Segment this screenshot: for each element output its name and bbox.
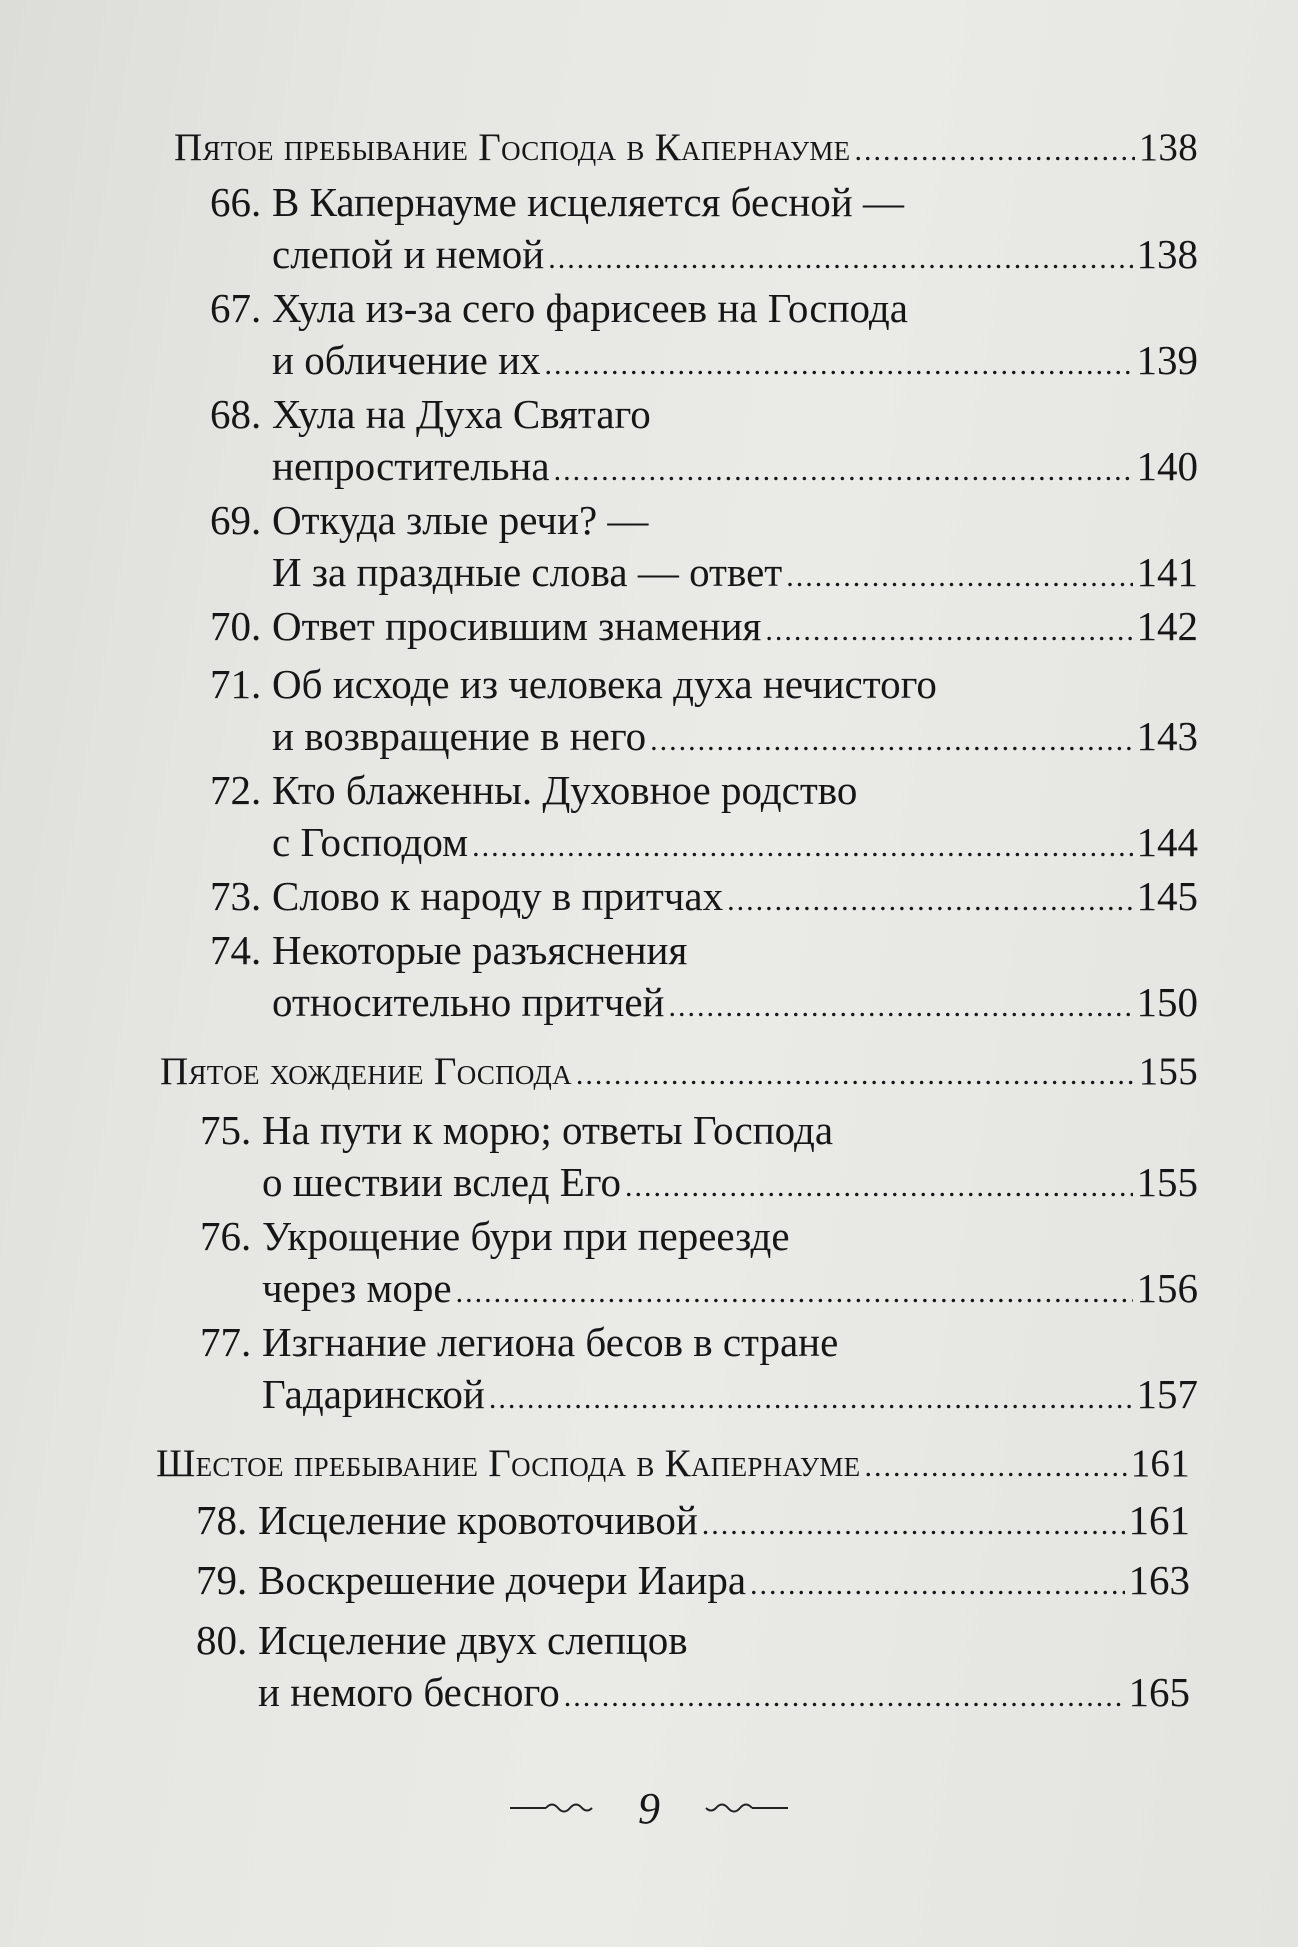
toc-entry-title: Откуда злые речи? — — [272, 497, 649, 543]
dot-leader — [576, 1049, 1135, 1101]
toc-page-number: 157 — [1136, 1371, 1198, 1417]
toc-page-number: 143 — [1136, 713, 1198, 759]
toc-page-number: 161 — [1130, 1442, 1190, 1485]
dot-leader — [650, 715, 1132, 767]
toc-entry — [210, 176, 1198, 228]
toc-page-number: 150 — [1136, 979, 1198, 1025]
toc-entry-title: Некоторые разъяснения — [272, 927, 688, 973]
dot-leader — [854, 125, 1134, 177]
toc-entry-number: 78. — [196, 1497, 248, 1543]
toc-entry-title: Об исходе из человека духа нечистого — [272, 661, 937, 707]
toc-page-number: 141 — [1136, 549, 1198, 595]
toc-page-number: 139 — [1136, 337, 1198, 383]
toc-entry — [196, 1494, 1190, 1546]
toc-section-title: Пятое хождение Господа ..... 155 — [160, 1046, 1198, 1098]
toc-entry — [196, 1614, 1190, 1666]
toc-page-number: 163 — [1128, 1557, 1190, 1603]
dot-leader — [727, 875, 1132, 927]
toc-entry — [210, 870, 1198, 922]
toc-entry-title: Изгнание легиона бесов в стране — [262, 1319, 839, 1365]
toc-entry-number: 70. — [210, 603, 262, 649]
toc-entry-title: Укрощение бури при переезде — [262, 1213, 790, 1259]
toc-entry-title: На пути к морю; ответы Господа — [262, 1107, 834, 1153]
toc-page-number: 142 — [1136, 603, 1198, 649]
toc-entry-title: Хула из-за сего фарисеев на Господа — [272, 285, 908, 331]
dot-leader — [765, 605, 1132, 657]
toc-entry-continuation: и обличение их ..... 139 — [272, 334, 1198, 386]
toc-section-title: Шестое пребывание Господа в Капернауме ..... 161 — [156, 1438, 1190, 1490]
toc-entry-continuation: с Господом ..... 144 — [272, 816, 1198, 868]
toc-entry-continuation: через море ..... 156 — [262, 1262, 1198, 1314]
toc-entry-continuation: непростительна ..... 140 — [272, 440, 1198, 492]
dot-leader — [864, 1441, 1126, 1493]
toc-entry-number: 71. — [210, 661, 262, 707]
toc-entry — [210, 388, 1198, 440]
dot-leader — [786, 551, 1132, 603]
toc-page-number: 165 — [1128, 1669, 1190, 1715]
toc-entry — [210, 282, 1198, 334]
toc-page-number: 145 — [1136, 873, 1198, 919]
toc-entry — [210, 764, 1198, 816]
toc-entry — [200, 1104, 1198, 1156]
toc-entry-number: 68. — [210, 391, 262, 437]
toc-entry-number: 77. — [200, 1319, 252, 1365]
toc-entry-number: 80. — [196, 1617, 248, 1663]
page-footer — [0, 1778, 1298, 1838]
toc-entry-title: Воскрешение дочери Иаира — [258, 1557, 747, 1603]
toc-entry-number: 67. — [210, 285, 262, 331]
toc-entry — [210, 924, 1198, 976]
toc-entry-title: Слово к народу в притчах — [272, 873, 724, 919]
dot-leader — [564, 1671, 1125, 1723]
toc-entry-number: 75. — [200, 1107, 252, 1153]
dot-leader — [545, 339, 1133, 391]
dot-leader — [489, 1373, 1133, 1425]
dot-leader — [548, 233, 1132, 285]
toc-entry-continuation: и возвращение в него ..... 143 — [272, 710, 1198, 762]
toc-entry — [200, 1210, 1198, 1262]
dot-leader — [456, 1267, 1133, 1319]
toc-page-number: 138 — [1138, 126, 1198, 169]
toc-entry-title: Кто блаженны. Духовное родство — [272, 767, 858, 813]
toc-entry-title: Исцеление кровоточивой — [258, 1497, 698, 1543]
toc-page-number: 144 — [1136, 819, 1198, 865]
toc-entry — [210, 658, 1198, 710]
toc-entry — [210, 494, 1198, 546]
dot-leader — [669, 981, 1133, 1033]
toc-entry-continuation: о шествии вслед Его ..... 155 — [262, 1156, 1198, 1208]
toc-entry-continuation: слепой и немой ..... 138 — [272, 228, 1198, 280]
dot-leader — [702, 1499, 1125, 1551]
flourish-right-icon — [700, 1798, 790, 1818]
toc-page-number: 138 — [1136, 231, 1198, 277]
toc-entry-continuation: относительно притчей ..... 150 — [272, 976, 1198, 1028]
toc-entry-continuation: и немого бесного ..... 165 — [258, 1666, 1190, 1718]
toc-entry-title: Ответ просившим знамения — [272, 603, 762, 649]
dot-leader — [750, 1559, 1124, 1611]
toc-section-title: Пятое пребывание Господа в Капернауме ..... 138 — [174, 122, 1198, 174]
toc-entry-number: 74. — [210, 927, 262, 973]
dot-leader — [554, 445, 1133, 497]
toc-page-number: 155 — [1138, 1050, 1198, 1093]
flourish-left-icon — [508, 1798, 598, 1818]
toc-page-number: 156 — [1136, 1265, 1198, 1311]
toc-entry-continuation: И за праздные слова — ответ ..... 141 — [272, 546, 1198, 598]
toc-entry — [200, 1316, 1198, 1368]
toc-page-number: 161 — [1128, 1497, 1190, 1543]
toc-entry — [196, 1554, 1190, 1606]
toc-page-number: 155 — [1136, 1159, 1198, 1205]
toc-entry-title: В Капернауме исцеляется бесной — — [272, 179, 904, 225]
page-number: 9 — [638, 1783, 660, 1833]
toc-page-number: 140 — [1136, 443, 1198, 489]
toc-entry-continuation: Гадаринской ..... 157 — [262, 1368, 1198, 1420]
toc-entry-number: 79. — [196, 1557, 248, 1603]
toc-entry-number: 73. — [210, 873, 262, 919]
toc-entry-title: Исцеление двух слепцов — [258, 1617, 688, 1663]
toc-entry-number: 72. — [210, 767, 262, 813]
toc-entry — [210, 600, 1198, 652]
dot-leader — [625, 1161, 1132, 1213]
dot-leader — [472, 821, 1132, 873]
toc-entry-title: Хула на Духа Святаго — [272, 391, 651, 437]
toc-entry-number: 69. — [210, 497, 262, 543]
toc-entry-number: 76. — [200, 1213, 252, 1259]
toc-entry-number: 66. — [210, 179, 262, 225]
